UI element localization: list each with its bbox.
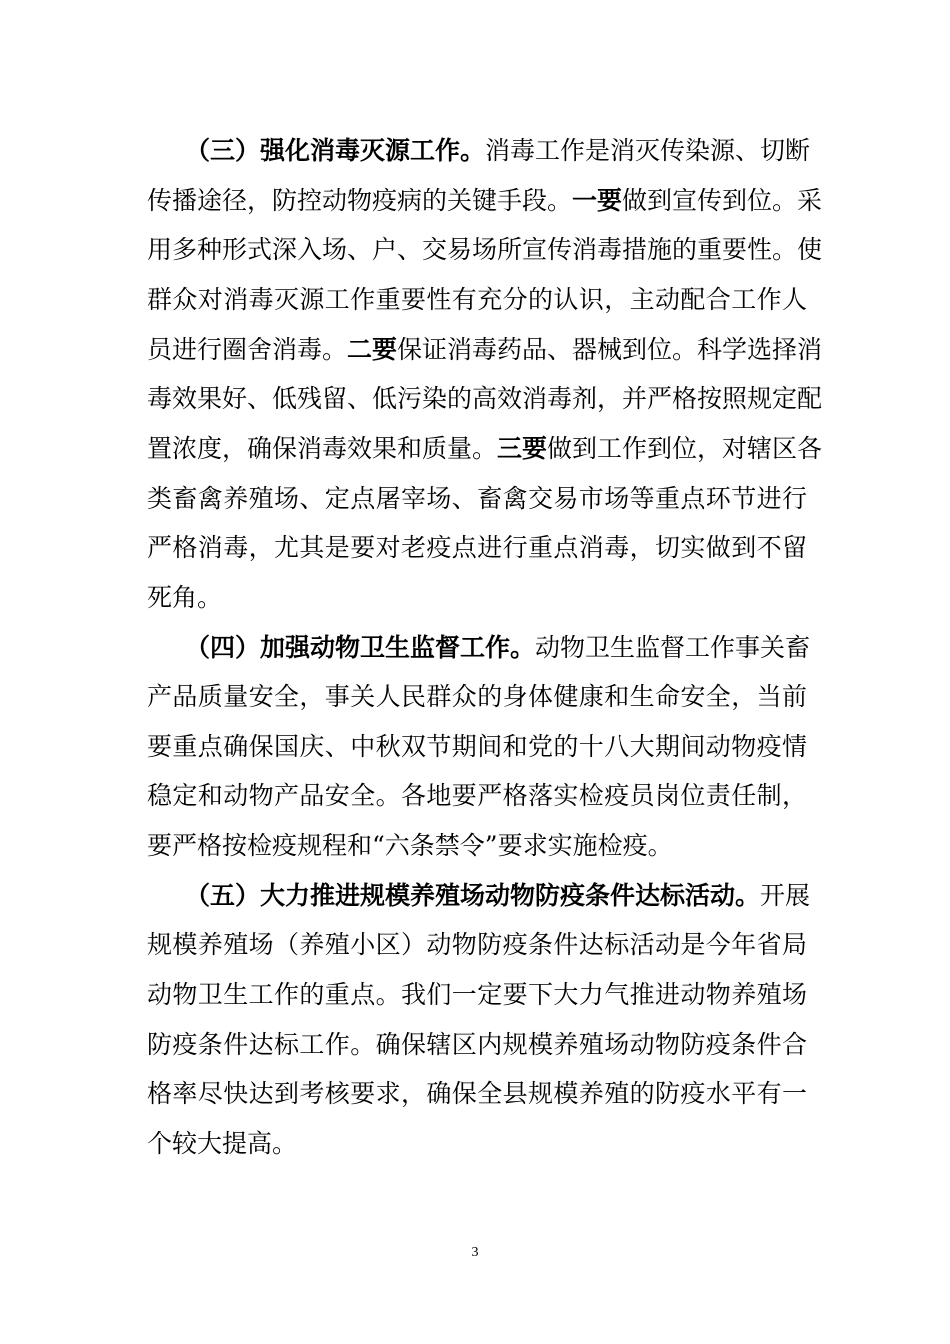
paragraph-text: 传播途径，防控动物疫病的关键手段。 [147,186,573,215]
emphasis-third: 三要 [497,434,548,463]
paragraph-text: 开展 [760,881,811,910]
paragraph-text: 置浓度，确保消毒效果和质量。 [147,434,498,463]
paragraph-3-line-4: 群众对消毒灭源工作重要性有充分的认识，主动配合工作人 [147,285,807,314]
page-number: 3 [471,1245,479,1260]
paragraph-5-line-4: 防疫条件达标工作。确保辖区内规模养殖场动物防疫条件合 [147,1030,807,1059]
paragraph-3-line-8: 类畜禽养殖场、定点屠宰场、畜禽交易市场等重点环节进行 [147,484,807,513]
paragraph-4-line-2: 产品质量安全，事关人民群众的身体健康和生命安全，当前 [147,682,807,711]
section-heading-4: （四）加强动物卫生监督工作。 [185,633,536,662]
paragraph-text: 做到宣传到位。采 [622,186,823,215]
paragraph-3-line-5 [147,324,823,376]
paragraph-5-line-6: 个较大提高。 [147,1129,298,1158]
paragraph-text: 消毒工作是消灭传染源、切断 [485,136,811,165]
paragraph-4-line-4: 稳定和动物产品安全。各地要严格落实检疫员岗位责任制， [147,781,807,810]
paragraph-3-line-3: 用多种形式深入场、户、交易场所宣传消毒措施的重要性。使 [147,235,823,264]
paragraph-5-line-1 [185,870,811,922]
paragraph-5-line-2: 规模养殖场（养殖小区）动物防疫条件达标活动是今年省局 [147,930,807,959]
paragraph-3-line-7 [147,423,823,475]
paragraph-3-line-2 [147,175,823,227]
paragraph-4-line-3: 要重点确保国庆、中秋双节期间和党的十八大期间动物疫情 [147,732,807,761]
paragraph-5-line-5: 格率尽快达到考核要求，确保全县规模养殖的防疫水平有一 [147,1079,807,1108]
paragraph-text: 保证消毒药品、器械到位。科学选择消 [397,335,823,364]
paragraph-text: 员进行圈舍消毒。 [147,335,348,364]
paragraph-3-line-10: 死角。 [147,583,223,612]
paragraph-3-line-1 [185,125,811,177]
section-heading-3: （三）强化消毒灭源工作。 [185,136,486,165]
section-heading-5: （五）大力推进规模养殖场动物防疫条件达标活动。 [185,881,761,910]
paragraph-4-line-5: 要严格按检疫规程和“六条禁令”要求实施检疫。 [147,831,673,860]
paragraph-text: 动物卫生监督工作事关畜 [535,633,811,662]
paragraph-4-line-1 [185,622,811,674]
paragraph-text: 做到工作到位，对辖区各 [547,434,823,463]
paragraph-3-line-6: 毒效果好、低残留、低污染的高效消毒剂，并严格按照规定配 [147,384,823,413]
paragraph-3-line-9: 严格消毒，尤其是要对老疫点进行重点消毒，切实做到不留 [147,533,807,562]
paragraph-5-line-3: 动物卫生工作的重点。我们一定要下大力气推进动物养殖场 [147,980,807,1009]
emphasis-second: 二要 [347,335,398,364]
emphasis-first: 一要 [572,186,623,215]
